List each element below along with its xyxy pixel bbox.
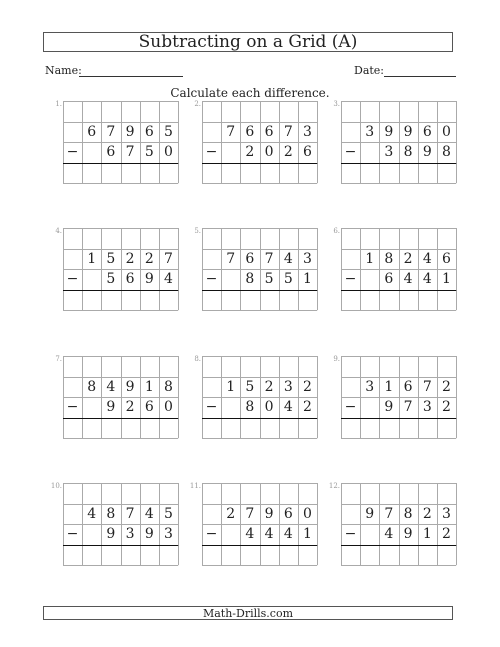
problem — [328, 482, 457, 565]
problem — [333, 100, 457, 183]
digit: 2 — [226, 505, 236, 522]
problem-number: 9. — [333, 355, 340, 363]
instructions: Calculate each difference. — [170, 86, 330, 100]
digit: 8 — [245, 399, 255, 415]
digit: 0 — [442, 123, 451, 140]
digit: 9 — [125, 123, 135, 140]
minus-sign: − — [66, 526, 79, 542]
digit: 2 — [303, 378, 312, 395]
problem-number: 1. — [55, 100, 62, 108]
digit: 4 — [164, 271, 173, 287]
problem — [189, 482, 318, 565]
problem — [194, 227, 318, 310]
problem — [194, 100, 318, 183]
digit: 6 — [422, 123, 432, 140]
minus-sign: − — [344, 526, 357, 542]
minus-sign: − — [205, 144, 218, 160]
digit: 9 — [422, 144, 432, 160]
digit: 8 — [245, 271, 255, 287]
digit: 4 — [106, 378, 116, 395]
digit: 7 — [403, 399, 413, 415]
date-line[interactable] — [384, 76, 456, 77]
footer — [43, 606, 453, 620]
problem — [333, 355, 457, 438]
digit: 2 — [245, 144, 255, 160]
digit: 1 — [384, 378, 394, 395]
problem-number: 12. — [328, 482, 340, 490]
footer-text: Math-Drills.com — [202, 606, 294, 620]
digit: 0 — [164, 399, 173, 415]
digit: 9 — [403, 123, 413, 140]
digit: 6 — [125, 271, 135, 287]
problem — [55, 355, 179, 438]
digit: 5 — [245, 378, 255, 395]
digit: 6 — [245, 250, 255, 267]
digit: 4 — [422, 271, 432, 287]
digit: 1 — [303, 526, 312, 542]
digit: 9 — [144, 271, 154, 287]
digit: 4 — [87, 505, 97, 522]
digit: 2 — [125, 399, 135, 415]
minus-sign: − — [66, 271, 79, 287]
digit: 8 — [384, 250, 394, 267]
digit: 7 — [422, 378, 432, 395]
digit: 9 — [403, 526, 413, 542]
digit: 6 — [245, 123, 255, 140]
name-label: Name: — [45, 64, 82, 77]
digit: 6 — [87, 123, 97, 140]
digit: 1 — [144, 378, 154, 395]
digit: 4 — [422, 250, 432, 267]
digit: 9 — [365, 505, 375, 522]
digit: 0 — [164, 144, 173, 160]
problem-number: 7. — [55, 355, 62, 363]
problem — [55, 100, 179, 183]
digit: 1 — [87, 250, 97, 267]
digit: 3 — [365, 123, 375, 140]
digit: 2 — [422, 505, 432, 522]
digit: 3 — [283, 378, 293, 395]
digit: 8 — [403, 144, 413, 160]
digit: 1 — [442, 271, 451, 287]
digit: 7 — [164, 250, 173, 267]
digit: 3 — [365, 378, 375, 395]
digit: 3 — [303, 250, 312, 267]
digit: 1 — [365, 250, 375, 267]
digit: 2 — [442, 399, 451, 415]
digit: 7 — [226, 250, 236, 267]
digit: 9 — [264, 505, 274, 522]
digit: 9 — [106, 399, 116, 415]
problem-number: 3. — [333, 100, 340, 108]
minus-sign: − — [205, 399, 218, 415]
digit: 2 — [403, 250, 413, 267]
digit: 6 — [442, 250, 451, 267]
minus-sign: − — [205, 271, 218, 287]
digit: 4 — [403, 271, 413, 287]
digit: 4 — [384, 526, 394, 542]
digit: 0 — [264, 399, 274, 415]
digit: 8 — [403, 505, 413, 522]
digit: 5 — [264, 271, 274, 287]
digit: 9 — [384, 399, 394, 415]
digit: 3 — [422, 399, 432, 415]
digit: 6 — [144, 399, 154, 415]
problem-number: 4. — [55, 227, 62, 235]
digit: 2 — [264, 378, 274, 395]
problem-number: 2. — [194, 100, 201, 108]
worksheet-title — [43, 32, 453, 52]
minus-sign: − — [344, 271, 357, 287]
minus-sign: − — [66, 399, 79, 415]
minus-sign: − — [205, 526, 218, 542]
digit: 5 — [164, 505, 173, 522]
minus-sign: − — [344, 399, 357, 415]
digit: 7 — [283, 123, 293, 140]
digit: 7 — [245, 505, 255, 522]
digit: 8 — [106, 505, 116, 522]
digit: 7 — [125, 505, 135, 522]
digit: 2 — [442, 378, 451, 395]
problem — [194, 355, 318, 438]
digit: 9 — [125, 378, 135, 395]
digit: 4 — [283, 399, 293, 415]
problem-number: 5. — [194, 227, 201, 235]
digit: 0 — [264, 144, 274, 160]
problem-number: 11. — [189, 482, 201, 490]
digit: 7 — [106, 123, 116, 140]
title-text: Subtracting on a Grid (A) — [138, 32, 358, 52]
digit: 3 — [125, 526, 135, 542]
digit: 5 — [106, 271, 116, 287]
digit: 4 — [283, 526, 293, 542]
problem — [50, 482, 179, 565]
digit: 9 — [106, 526, 116, 542]
digit: 7 — [125, 144, 135, 160]
minus-sign: − — [344, 144, 357, 160]
digit: 5 — [164, 123, 173, 140]
digit: 8 — [442, 144, 451, 160]
digit: 4 — [144, 505, 154, 522]
digit: 8 — [164, 378, 173, 395]
digit: 6 — [106, 144, 116, 160]
digit: 6 — [283, 505, 293, 522]
digit: 7 — [226, 123, 236, 140]
problem-number: 8. — [194, 355, 201, 363]
digit: 3 — [384, 144, 394, 160]
digit: 3 — [164, 526, 173, 542]
digit: 6 — [403, 378, 413, 395]
digit: 7 — [384, 505, 394, 522]
digit: 3 — [442, 505, 451, 522]
digit: 6 — [264, 123, 274, 140]
digit: 0 — [303, 505, 312, 522]
digit: 6 — [384, 271, 394, 287]
digit: 4 — [245, 526, 255, 542]
digit: 2 — [283, 144, 293, 160]
digit: 8 — [87, 378, 97, 395]
name-line[interactable] — [79, 76, 183, 77]
problem — [55, 227, 179, 310]
problem — [333, 227, 457, 310]
date-label: Date: — [354, 64, 385, 77]
digit: 1 — [303, 271, 312, 287]
digit: 4 — [283, 250, 293, 267]
digit: 6 — [144, 123, 154, 140]
digit: 5 — [283, 271, 293, 287]
problem-number: 6. — [333, 227, 340, 235]
digit: 5 — [106, 250, 116, 267]
minus-sign: − — [66, 144, 79, 160]
digit: 2 — [442, 526, 451, 542]
digit: 3 — [303, 123, 312, 140]
digit: 4 — [264, 526, 274, 542]
problem-number: 10. — [50, 482, 62, 490]
digit: 9 — [144, 526, 154, 542]
digit: 2 — [303, 399, 312, 415]
digit: 2 — [144, 250, 154, 267]
digit: 6 — [303, 144, 312, 160]
digit: 1 — [422, 526, 432, 542]
digit: 2 — [125, 250, 135, 267]
digit: 7 — [264, 250, 274, 267]
digit: 5 — [144, 144, 154, 160]
digit: 9 — [384, 123, 394, 140]
digit: 1 — [226, 378, 236, 395]
